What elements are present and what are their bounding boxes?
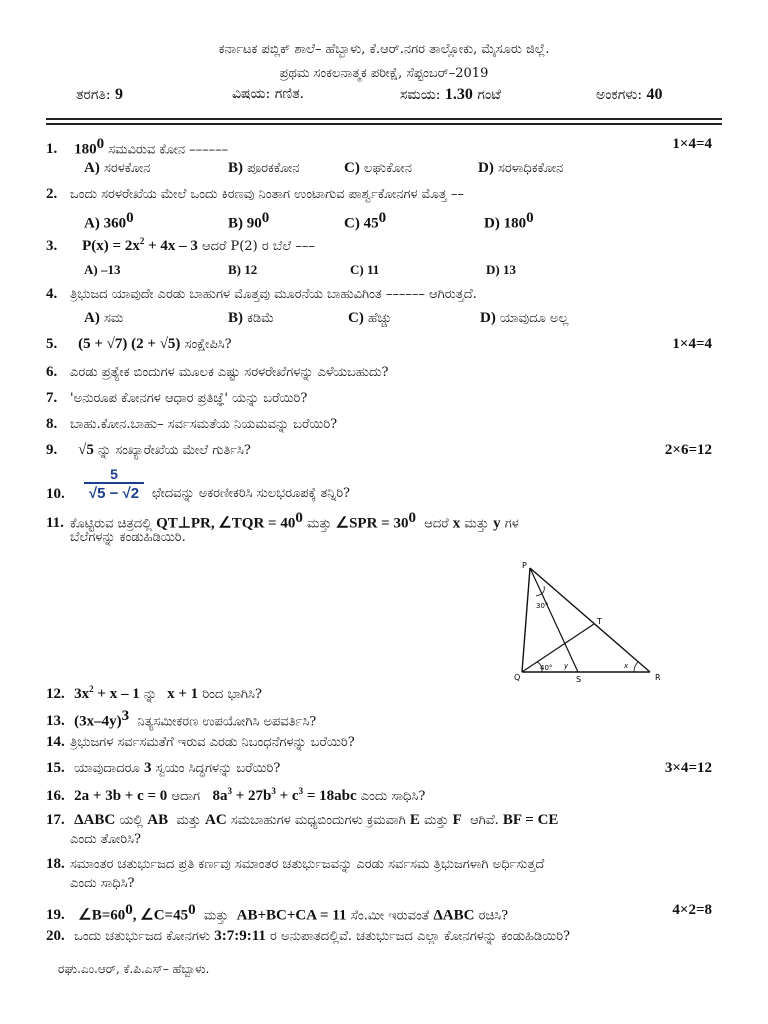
marks-info: ಅಂಕಗಳು: 40 [596,86,663,103]
label-r: R [655,673,661,682]
section-marks-4: 3×4=12 [664,760,712,776]
angle-30: 30° [536,602,549,610]
q3-option-c: C) 11 [350,262,380,277]
question-15: 15. ಯಾವುದಾದರೂ 3 ಸ್ವಯಂ ಸಿದ್ಧಗಳನ್ನು ಬರೆಯಿರಿ? [46,760,281,776]
q4-option-d: D) ಯಾವುದೂ ಅಲ್ಲ [480,310,569,326]
q17-line-2: ಎಂದು ತೋರಿಸಿ? [70,832,141,847]
question-12: 12. $3x^2 + x - 1$ ನ್ನು x + 1 ರಿಂದ ಭಾಗಿಸಿ? [46,684,262,702]
question-10: 10. [46,486,65,502]
question-13: 13. $(3x-4y)^3$ ನಿತ್ಯಸಮೀಕರಣ ಉಪಯೋಗಿಸಿ ಅಪವರ್ತಿಸಿ? [46,708,317,730]
q4-option-c: C) ಹೆಚ್ಚು [348,310,392,326]
time-info: ಸಮಯ: 1.30 ಗಂಟೆ [400,86,501,103]
question-11: 11. ಕೊಟ್ಟಿರುವ ಚಿತ್ರದಲ್ಲಿ QT⊥PR, ∠TQR = $40^0$ ಮತ್ತು ∠SPR = $30^0$ ಆದರೆ x ಮತ್ತು y ಗಳ [46,510,519,532]
q10-fraction [84,466,144,502]
question-18: 18. ಸಮಾಂತರ ಚತುರ್ಭುಜದ ಪ್ರತಿ ಕರ್ಣವು ಸಮಾಂತರ ಚತುರ್ಭುಜವನ್ನು ಎರಡು ಸರ್ವಸಮ ತ್ರಿಭುಜಗಳಾಗಿ ಅರ್ಧಿಸುತ್ತದೆ [46,856,545,872]
q10-text: ಛೇದವನ್ನು ಅಕರಣೀಕರಿಸಿ ಸುಲಭರೂಪಕ್ಕೆ ತನ್ನಿರಿ? [152,486,351,501]
q3-expression: $P(x) = 2x^2 + 4x - 3$ [82,236,198,254]
q1-option-c: C) ಲಘುಕೋನ [344,160,412,176]
question-14: 14. ತ್ರಿಭುಜಗಳ ಸರ್ವಸಮತೆಗೆ ಇರುವ ಎರಡು ನಿಬಂಧನೆಗಳನ್ನು ಬರೆಯಿರಿ? [46,734,355,750]
header-divider-bottom [46,123,722,125]
q2-option-b: B) $90^0$ [228,210,270,232]
q3-option-a: A) –13 [84,262,121,277]
question-6: 6. ಎರಡು ಪ್ರತ್ಯೇಕ ಬಿಂದುಗಳ ಮೂಲಕ ಎಷ್ಟು ಸರಳರೇಖೆಗಳನ್ನು ಎಳೆಯಬಹುದು? [46,364,389,380]
angle-x: x [624,662,629,670]
q1-option-b: B) ಪೂರಕಕೋನ [228,160,300,176]
subject-info: ವಿಷಯ: ಗಣಿತ. [232,86,305,102]
angle-y: y [564,662,569,670]
q12-divisor: x + 1 [167,686,199,702]
q16-identity: $8a^3 + 27b^3 + c^3 = 18abc$ [212,786,357,804]
q12-dividend: $3x^2 + x - 1$ [74,684,140,702]
label-p: P [522,561,527,570]
angle-40: 40° [540,664,553,672]
question-7: 7. 'ಅನುರೂಪ ಕೋನಗಳ ಆಧಾರ ಪ್ರತಿಜ್ಞೆ' ಯನ್ನು ಬರೆಯಿರಿ? [46,390,308,406]
q2-option-a: A) $360^0$ [84,210,134,232]
q10-denominator: √5 − √2 [84,482,144,502]
section-marks-5: 4×2=8 [672,902,712,918]
question-2: 2. ಒಂದು ಸರಳರೇಖೆಯ ಮೇಲೆ ಒಂದು ಕಿರಣವು ನಿಂತಾಗ ಉಂಟಾಗುವ ಪಾರ್ಶ್ವಕೋನಗಳ ಮೊತ್ತ –– [46,186,464,202]
question-5: 5. (5 + √7) (2 + √5) ಸಂಕ್ಷೇಪಿಸಿ? [46,336,232,352]
school-title: ಕರ್ನಾಟಕ ಪಬ್ಲಿಕ್ ಶಾಲೆ– ಹೆಬ್ಬಾಳು, ಕೆ.ಆರ್.ನಗರ ತಾಲ್ಲೋಕು, ಮೈಸೂರು ಜಿಲ್ಲೆ. [218,42,550,57]
q10-numerator: 5 [110,466,118,482]
section-marks-3: 2×6=12 [664,442,712,458]
label-s: S [576,675,582,684]
question-19: 19. $\angle B=60^0$, $\angle C=45^0$ ಮತ್ತು AB+BC+CA = 11 ಸೆಂ.ಮೀ ಇರುವಂತೆ ΔABC ರಚಿಸಿ? [46,902,509,924]
question-3: 3. $P(x) = 2x^2 + 4x - 3$ ಆದರೆ P(2) ರ ಬೆಲೆ ––– [46,236,315,254]
q1-option-d: D) ಸರಳಾಧಿಕಕೋನ [478,160,564,176]
question-16: 16. 2a + 3b + c = 0 ಆದಾಗ $8a^3 + 27b^3 + c^3 = 18abc$ ಎಂದು ಸಾಧಿಸಿ? [46,786,426,804]
label-t: T [597,617,602,626]
triangle-figure [500,556,710,688]
question-8: 8. ಬಾಹು.ಕೋನ.ಬಾಹು– ಸರ್ವಸಮತೆಯ ನಿಯಮವನ್ನು ಬರೆಯಿರಿ? [46,416,338,432]
section-marks-1: 1×4=4 [672,136,712,152]
q2-option-d: D) $180^0$ [484,210,534,232]
exam-title: ಪ್ರಥಮ ಸಂಕಲನಾತ್ಮಕ ಪರೀಕ್ಷೆ, ಸೆಪ್ಟಂಬರ್–2019 [279,66,489,81]
question-4: 4. ತ್ರಿಭುಜದ ಯಾವುದೇ ಎರಡು ಬಾಹುಗಳ ಮೊತ್ತವು ಮೂರನೆಯ ಬಾಹುವಿಗಿಂತ –––––– ಆಗಿರುತ್ತದೆ. [46,286,477,302]
question-17: 17. ΔABC ಯಲ್ಲಿ AB ಮತ್ತು AC ಸಮಬಾಹುಗಳ ಮಧ್ಯಬಿಂದುಗಳು ಕ್ರಮವಾಗಿ E ಮತ್ತು F ಆಗಿವೆ. BF = CE [46,812,559,828]
q1-option-a: A) ಸರಳಕೋನ [84,160,151,176]
q4-option-a: A) ಸಮ [84,310,124,326]
question-20: 20. ಒಂದು ಚತುರ್ಭುಜದ ಕೋನಗಳು 3:7:9:11 ರ ಅನುಪಾತದಲ್ಲಿವೆ. ಚತುರ್ಭುಜದ ಎಲ್ಲಾ ಕೋನಗಳನ್ನು ಕಂಡುಹಿಡಿಯಿರಿ? [46,928,571,944]
footer-author: ರಘು.ಎಂ.ಆರ್, ಕೆ.ಪಿ.ಎಸ್– ಹೆಬ್ಬಾಳು. [58,962,210,976]
question-1: 1. $180^0$ ಸಮವಿರುವ ಕೋನ –––––– [46,136,229,158]
q18-line-2: ಎಂದು ಸಾಧಿಸಿ? [70,876,135,891]
q3-option-d: D) 13 [486,262,516,277]
section-marks-2: 1×4=4 [672,336,712,352]
label-q: Q [514,673,521,682]
question-9: 9. √5 ನ್ನು ಸಂಖ್ಯಾರೇಖೆಯ ಮೇಲೆ ಗುರ್ತಿಸಿ? [46,442,251,458]
q4-option-b: B) ಕಡಿಮೆ [228,310,275,326]
q3-option-b: B) 12 [228,262,258,277]
q11-line-2: ಬೆಲೆಗಳನ್ನು ಕಂಡುಹಿಡಿಯಿರಿ. [70,530,186,545]
header-divider-top [46,118,722,120]
q2-option-c: C) $45^0$ [344,210,387,232]
class-info: ತರಗತಿ: 9 [76,86,123,103]
